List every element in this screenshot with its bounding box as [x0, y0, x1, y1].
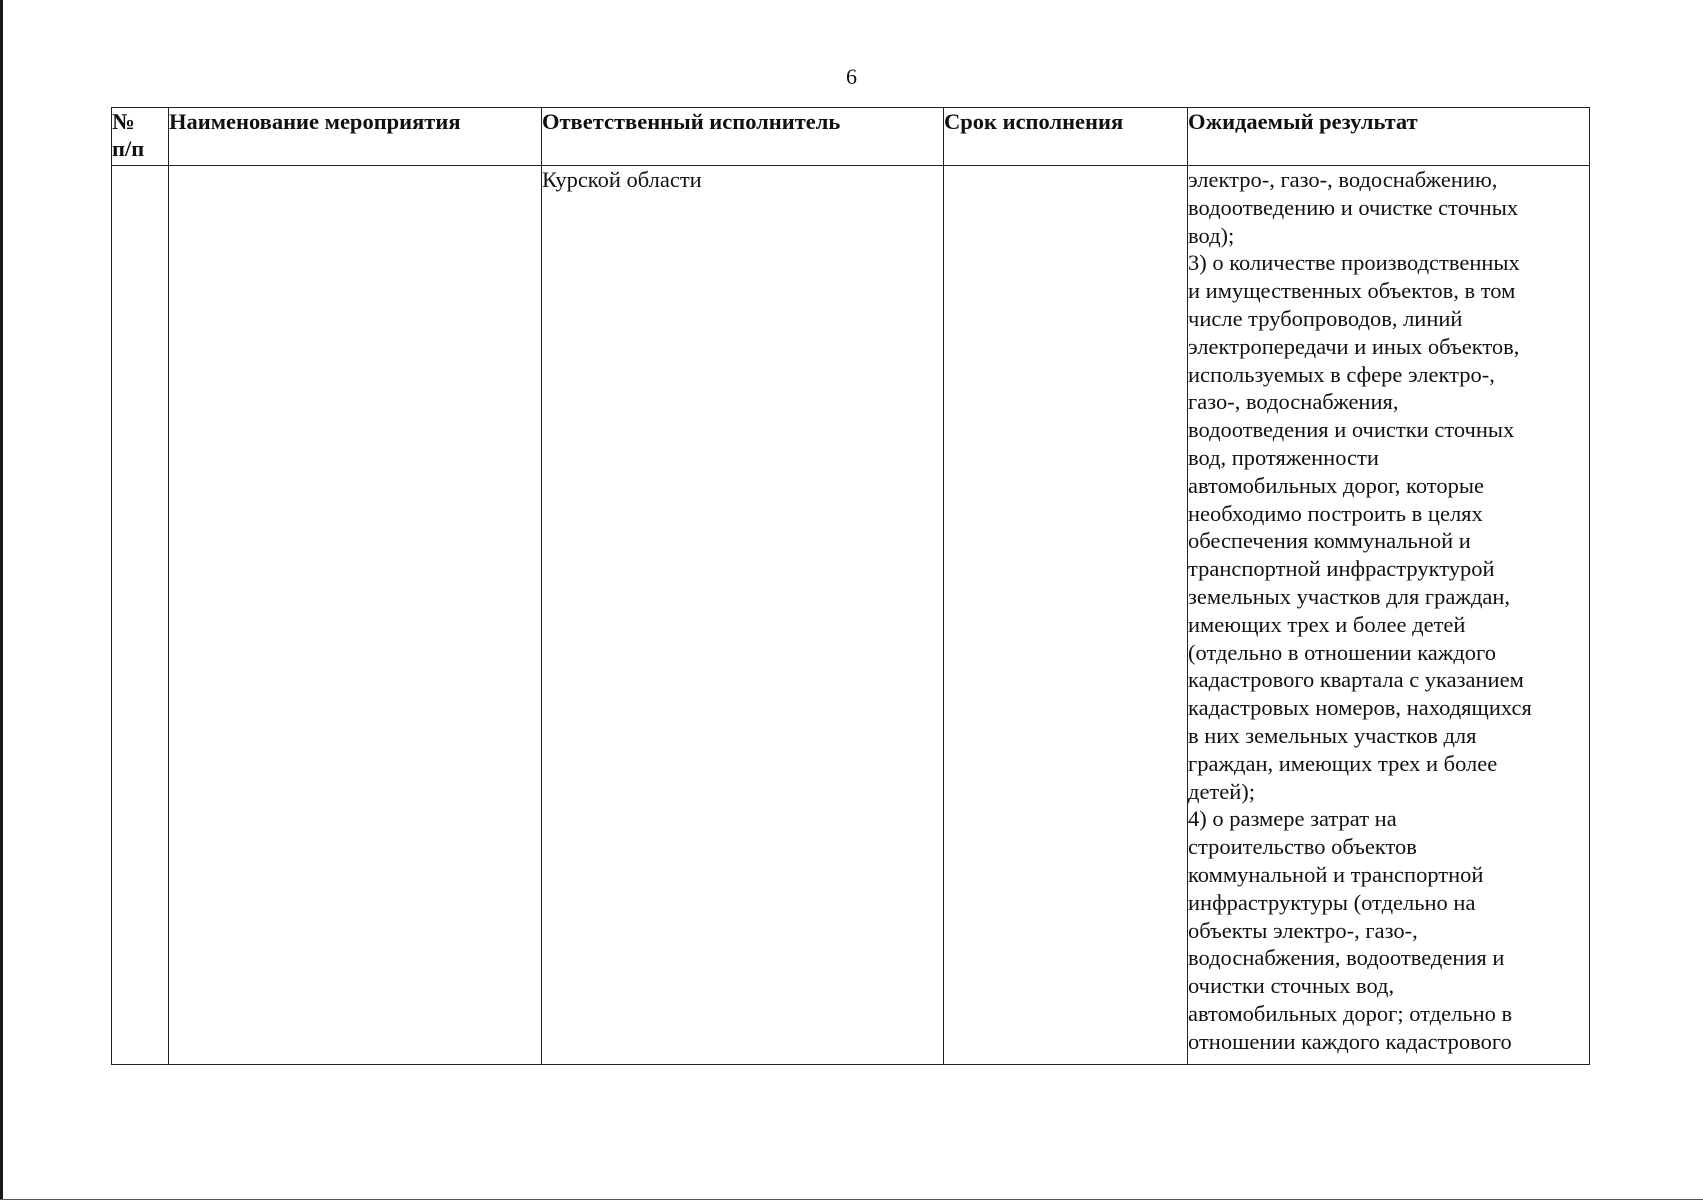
result-line: в них земельных участков для: [1188, 722, 1477, 748]
cell-result: [1188, 166, 1590, 1065]
scan-edge-left: [0, 0, 3, 1200]
result-line: числе трубопроводов, линий: [1188, 305, 1463, 331]
result-line: используемых в сфере электро-,: [1188, 361, 1495, 387]
result-line: кадастрового квартала с указанием: [1188, 667, 1524, 693]
result-line: очистки сточных вод,: [1188, 973, 1395, 999]
result-line: инфраструктуры (отдельно на: [1188, 889, 1476, 915]
result-line: и имущественных объектов, в том: [1188, 278, 1516, 304]
cell-responsible: Курской области: [542, 166, 944, 1065]
cell-term: [944, 166, 1188, 1065]
table-header-row: [112, 108, 1590, 166]
header-responsible: Ответственный исполнитель: [542, 108, 944, 166]
result-line: строительство объектов: [1188, 834, 1417, 860]
result-line: транспортной инфраструктурой: [1188, 556, 1495, 582]
page-number: 6: [846, 64, 857, 89]
result-line: вод, протяженности: [1188, 444, 1379, 470]
result-line: необходимо построить в целях: [1188, 500, 1483, 526]
result-line: объекты электро-, газо-,: [1188, 917, 1418, 943]
cell-number: [112, 166, 169, 1065]
result-line: (отдельно в отношении каждого: [1188, 639, 1496, 665]
header-result: Ожидаемый результат: [1188, 108, 1590, 166]
result-line: граждан, имеющих трех и более: [1188, 750, 1498, 776]
result-line: электро-, газо-, водоснабжению,: [1188, 167, 1498, 192]
table-row: [112, 166, 1590, 1065]
result-line: детей);: [1188, 778, 1256, 804]
header-name: Наименование мероприятия: [169, 108, 542, 166]
result-line: кадастровых номеров, находящихся: [1188, 695, 1532, 721]
result-line: обеспечения коммунальной и: [1188, 528, 1471, 554]
result-line: электропередачи и иных объектов,: [1188, 333, 1520, 359]
result-line: земельных участков для граждан,: [1188, 583, 1511, 609]
result-line: 3) о количестве производственных: [1188, 250, 1520, 276]
measures-table: [111, 107, 1590, 1065]
result-line: имеющих трех и более детей: [1188, 611, 1466, 637]
result-line: автомобильных дорог, которые: [1188, 472, 1484, 498]
result-line: вод);: [1188, 222, 1235, 248]
result-line: 4) о размере затрат на: [1188, 806, 1397, 832]
result-line: газо-, водоснабжения,: [1188, 389, 1399, 415]
header-number: [112, 108, 169, 166]
result-line: водоснабжения, водоотведения и: [1188, 945, 1505, 971]
result-line: водоотведению и очистке сточных: [1188, 194, 1519, 220]
header-term: Срок исполнения: [944, 108, 1188, 166]
header-number-label: № п/п: [112, 109, 145, 161]
result-line: отношении каждого кадастрового: [1188, 1028, 1512, 1054]
result-line: водоотведения и очистки сточных: [1188, 417, 1515, 443]
result-line: автомобильных дорог; отдельно в: [1188, 1000, 1513, 1026]
cell-name: [169, 166, 542, 1065]
result-line: коммунальной и транспортной: [1188, 861, 1484, 887]
